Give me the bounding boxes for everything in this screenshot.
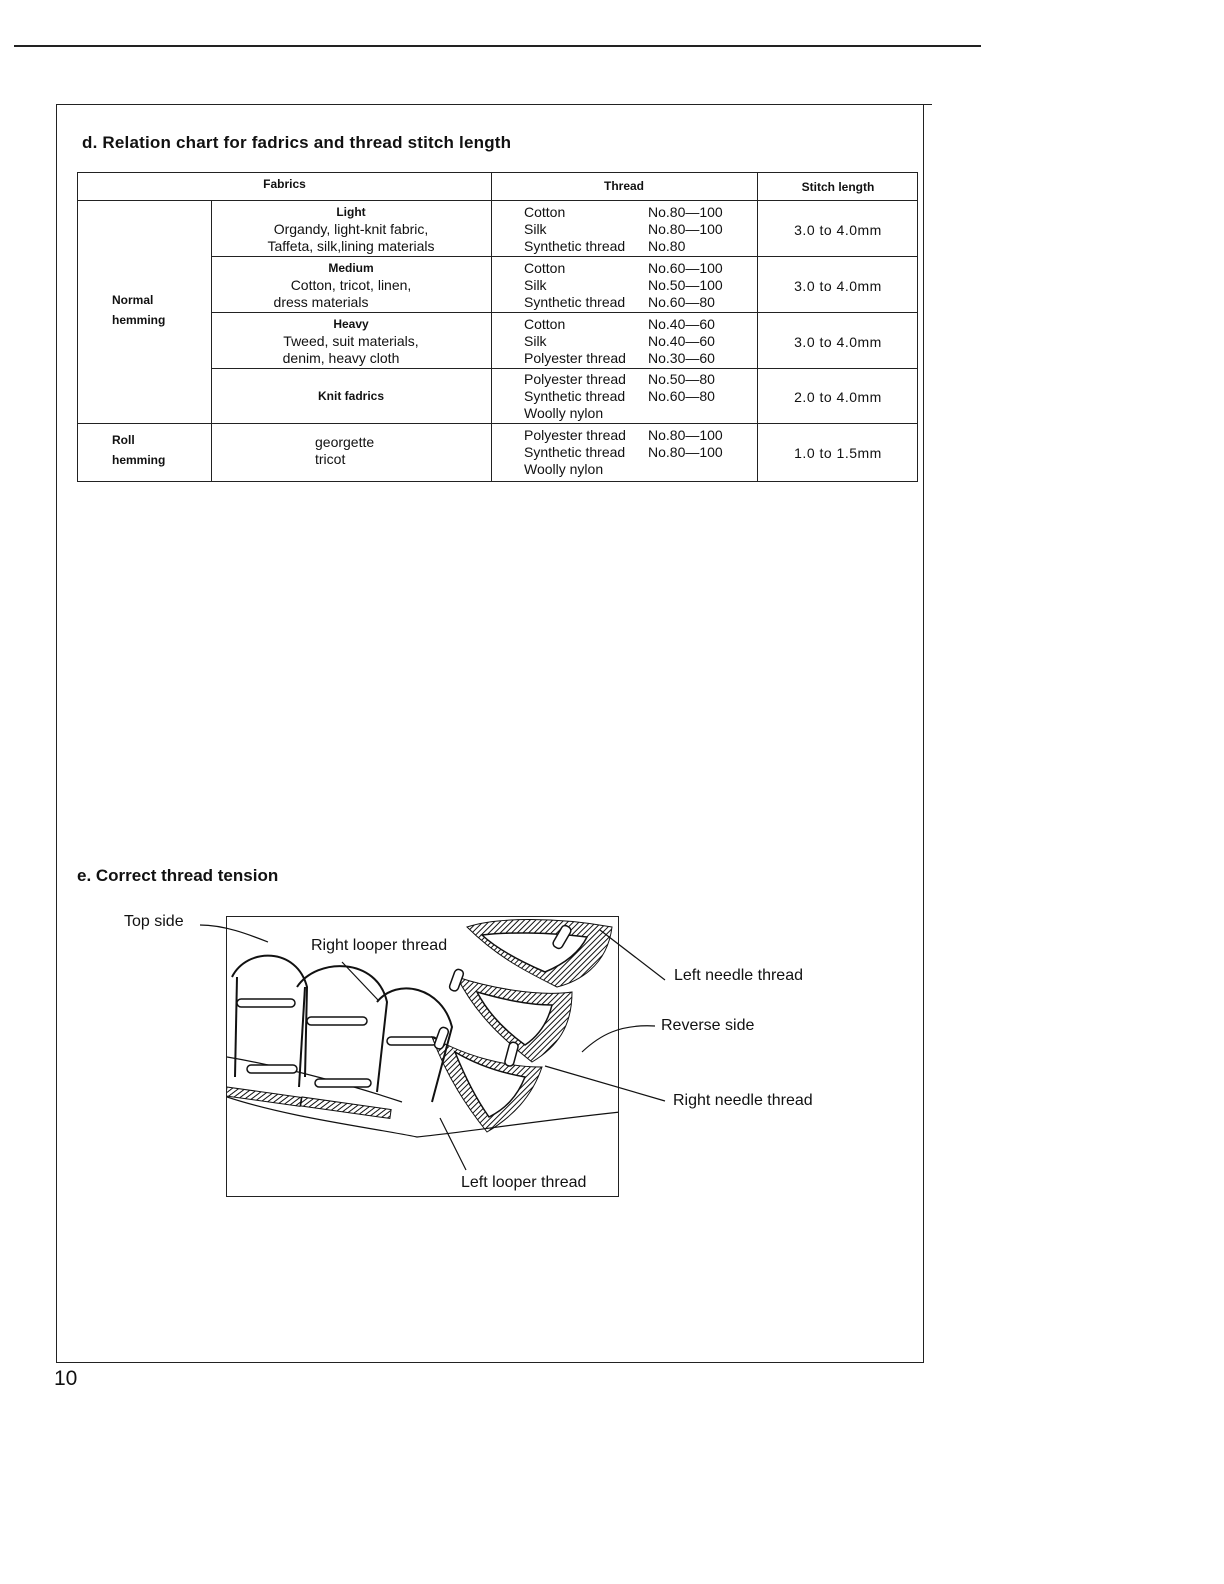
label-right-needle-thread: Right needle thread xyxy=(673,1092,813,1109)
label-right-looper-thread: Right looper thread xyxy=(311,937,448,954)
label-left-looper-thread: Left looper thread xyxy=(461,1174,587,1191)
thread-cell-medium: Cotton No.60—100 Silk No.50—100 Synthetic thread No.60—80 xyxy=(524,260,723,310)
thread-cell-knit: Polyester thread No.50—80 Synthetic thread No.60—80 Woolly nylon xyxy=(524,371,715,421)
fabric-cell-heavy: Heavy Tweed, suit materials, denim, heavy cloth xyxy=(282,317,419,366)
stitch-length-roll: 1.0 to 1.5mm xyxy=(794,445,882,461)
stitch-length-light: 3.0 to 4.0mm xyxy=(794,222,882,238)
group-roll-hemming: Roll hemming xyxy=(112,433,166,467)
label-left-needle-thread: Left needle thread xyxy=(674,967,803,984)
section-e-title: e. Correct thread tension xyxy=(77,866,279,885)
stitch-length-knit: 2.0 to 4.0mm xyxy=(794,389,882,405)
thread-cell-light: Cotton No.80—100 Silk No.80—100 Synthetic thread No.80 xyxy=(524,204,723,254)
fabric-cell-knit: Knit fadrics xyxy=(317,389,384,403)
stitch-length-medium: 3.0 to 4.0mm xyxy=(794,278,882,294)
stitch-length-heavy: 3.0 to 4.0mm xyxy=(794,334,882,350)
group-normal-hemming: Normal hemming xyxy=(112,293,166,327)
label-reverse-side: Reverse side xyxy=(661,1017,755,1034)
header-stitch-length: Stitch length xyxy=(801,180,875,194)
header-fabrics: Fabrics xyxy=(263,177,306,191)
fabric-cell-roll: georgette tricot xyxy=(315,434,375,467)
thread-cell-heavy: Cotton No.40—60 Silk No.40—60 Polyester thread No.30—60 xyxy=(524,316,715,366)
page-number: 10 xyxy=(54,1367,78,1390)
header-thread: Thread xyxy=(603,179,644,193)
section-d-title: d. Relation chart for fadrics and thread stitch length xyxy=(82,133,512,152)
thread-cell-roll: Polyester thread No.80—100 Synthetic thread No.80—100 Woolly nylon xyxy=(524,427,723,477)
fabric-cell-light: Light Organdy, light-knit fabric, Taffeta, silk,lining materials xyxy=(267,205,435,254)
label-top-side: Top side xyxy=(124,913,184,930)
fabric-cell-medium: Medium Cotton, tricot, linen, dress materials xyxy=(273,261,412,310)
